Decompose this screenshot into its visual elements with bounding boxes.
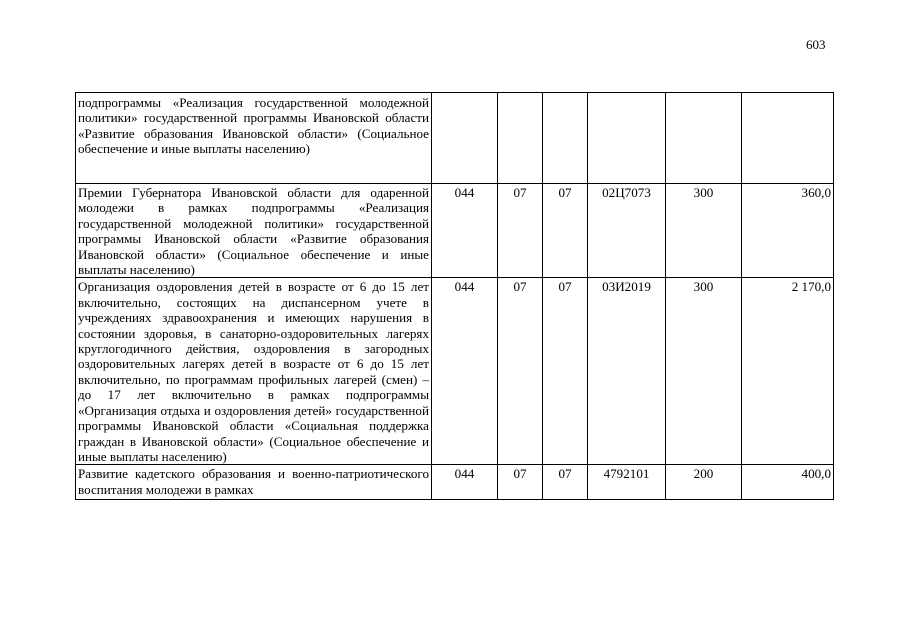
ministry-code-cell: 044	[432, 278, 498, 465]
page-number: 603	[806, 37, 826, 52]
target-code-cell: 02Ц7073	[588, 184, 666, 278]
sum-cell: 360,0	[742, 184, 834, 278]
row-name-cell: подпрограммы «Реализация государственной молодежной политики» государственной программы Ивановской области «Развитие образования Ивановской области» (Социальное обеспечение и иные выплаты населению)	[76, 93, 432, 184]
row-name-cell: Развитие кадетского образования и военно-патриотического воспитания молодежи в рамках	[76, 465, 432, 500]
expense-type-cell	[666, 93, 742, 184]
budget-table	[75, 92, 834, 500]
table-row	[76, 93, 834, 184]
sum-cell: 400,0	[742, 465, 834, 500]
row-name-cell: Премии Губернатора Ивановской области для одаренной молодежи в рамках подпрограммы «Реализация государственной молодежной политики» государственной программы Ивановской области «Развитие образования Ивановской области» (Социальное обеспечение и иные выплаты населению)	[76, 184, 432, 278]
table-row	[76, 278, 834, 465]
row-name-cell: Организация оздоровления детей в возрасте от 6 до 15 лет включительно, состоящих на диспансерном учете в учреждениях здравоохранения и имеющих нарушения в состоянии здоровья, в санаторно-оздоровительных лагерях круглогодичного действия, оздоровления в загородных оздоровительных лагерях детей в возрасте от 6 до 15 лет включительно, по программам профильных лагерей (смен) – до 17 лет включительно в рамках подпрограммы «Организация отдыха и оздоровления детей» государственной программы Ивановской области «Социальная поддержка граждан в Ивановской области» (Социальное обеспечение и иные выплаты населению)	[76, 278, 432, 465]
target-code-cell: 03И2019	[588, 278, 666, 465]
expense-type-cell: 300	[666, 278, 742, 465]
subsection-code-cell	[543, 93, 588, 184]
subsection-code-cell: 07	[543, 465, 588, 500]
ministry-code-cell: 044	[432, 465, 498, 500]
ministry-code-cell: 044	[432, 184, 498, 278]
table-row	[76, 465, 834, 500]
target-code-cell: 4792101	[588, 465, 666, 500]
subsection-code-cell: 07	[543, 278, 588, 465]
table-row	[76, 184, 834, 278]
target-code-cell	[588, 93, 666, 184]
sum-cell	[742, 93, 834, 184]
sum-cell: 2 170,0	[742, 278, 834, 465]
expense-type-cell: 300	[666, 184, 742, 278]
section-code-cell: 07	[498, 465, 543, 500]
section-code-cell	[498, 93, 543, 184]
ministry-code-cell	[432, 93, 498, 184]
section-code-cell: 07	[498, 278, 543, 465]
subsection-code-cell: 07	[543, 184, 588, 278]
expense-type-cell: 200	[666, 465, 742, 500]
section-code-cell: 07	[498, 184, 543, 278]
